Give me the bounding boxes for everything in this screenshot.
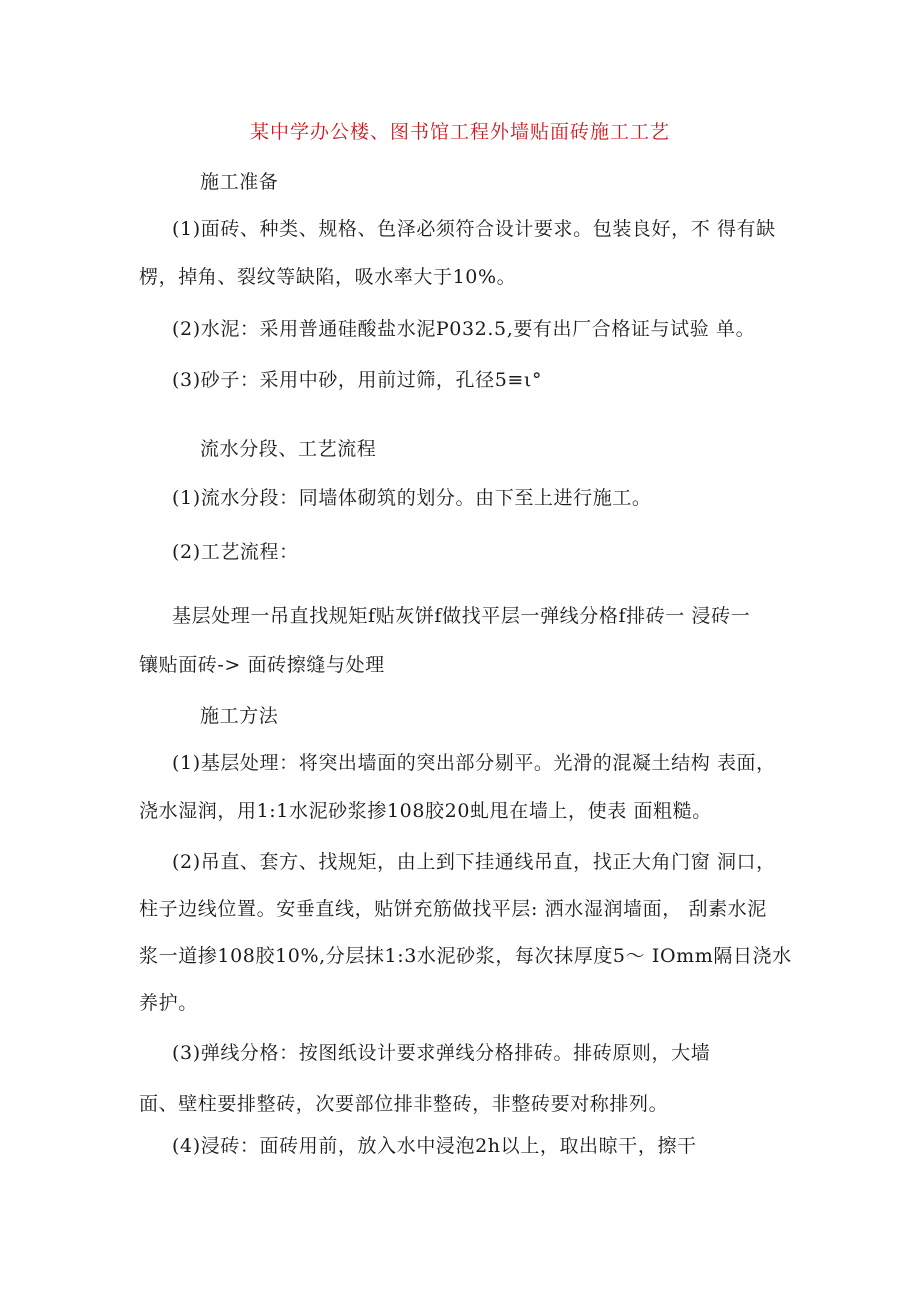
- process-flow-line2: 镶贴面砖-> 面砖擦缝与处理: [139, 654, 385, 676]
- paragraph-cement: (2)水泥：采用普通硅酸盐水泥P032.5,要有出厂合格证与试验 单。: [172, 318, 756, 340]
- paragraph-base-line2: 浇水湿润，用1:1水泥砂浆掺108胶20虬甩在墙上，使表 面粗糙。: [139, 800, 712, 822]
- paragraph-plumb-line3: 浆一道掺108胶10%,分层抹1:3水泥砂浆，每次抹厚度5～ IOmm隔日浇水: [139, 945, 792, 967]
- paragraph-plumb-line4: 养护。: [139, 992, 198, 1014]
- document-title: 某中学办公楼、图书馆工程外墙贴面砖施工工艺: [249, 121, 670, 143]
- paragraph-sand: (3)砂子：采用中砂，用前过筛，孔径5≡ι°: [172, 369, 543, 391]
- section-heading-flow: 流水分段、工艺流程: [200, 438, 377, 460]
- paragraph-plumb-line2: 柱子边线位置。安垂直线，贴饼充筋做找平层: 洒水湿润墙面， 刮素水泥: [139, 898, 767, 920]
- section-heading-preparation: 施工准备: [200, 171, 279, 193]
- paragraph-tiles-line1: (1)面砖、种类、规格、色泽必须符合设计要求。包装良好，不 得有缺: [172, 218, 776, 240]
- paragraph-soak: (4)浸砖：面砖用前，放入水中浸泡2h以上，取出晾干，擦干: [172, 1135, 697, 1157]
- paragraph-flow-division: (1)流水分段：同墙体砌筑的划分。由下至上进行施工。: [172, 487, 652, 509]
- process-flow-line1: 基层处理一吊直找规矩f贴灰饼f做找平层一弹线分格f排砖一 浸砖一: [172, 605, 751, 627]
- paragraph-layout-line2: 面、壁柱要排整砖，次要部位排非整砖，非整砖要对称排列。: [139, 1093, 669, 1115]
- paragraph-base-line1: (1)基层处理：将突出墙面的突出部分剔平。光滑的混凝土结构 表面，: [172, 752, 776, 774]
- paragraph-process-label: (2)工艺流程：: [172, 541, 299, 563]
- paragraph-layout-line1: (3)弹线分格：按图纸设计要求弹线分格排砖。排砖原则，大墙: [172, 1042, 711, 1064]
- paragraph-tiles-line2: 楞，掉角、裂纹等缺陷，吸水率大于10%。: [139, 266, 517, 288]
- paragraph-plumb-line1: (2)吊直、套方、找规矩，由上到下挂通线吊直，找正大角门窗 洞口，: [172, 851, 776, 873]
- section-heading-method: 施工方法: [200, 705, 279, 727]
